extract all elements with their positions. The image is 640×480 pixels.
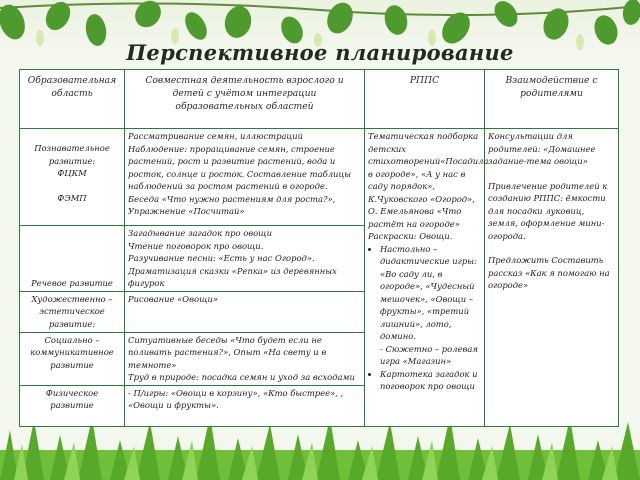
parents-consultation: Консультации для родителей: «Домашнее задание-тема овощи» — [488, 131, 596, 166]
area-cell-cognitive — [20, 129, 125, 226]
parents-cell — [485, 129, 619, 427]
rpps-list — [368, 243, 481, 393]
rpps-intro: Тематическая подборка детских стихотворений«Посадила в огороде», «А у нас в саду порядок», К.Чуковского «Огород», О. Емельянова «Что растёт на огороде» Раскраски: Овощи. — [368, 131, 489, 241]
parents-involvement: Привлечение родителей к созданию РППС: ёмкости для посадки луковиц, земля, оформление мини-огорода. — [488, 180, 608, 241]
header-activity: Совместная деятельность взрослого и детей с учётом интеграции образовательных областей — [125, 70, 365, 129]
area-cell-social: Социально – коммуникативное развитие — [20, 332, 125, 385]
rpps-cell — [365, 129, 489, 427]
table-header-row — [20, 70, 619, 129]
table-row-cognitive — [20, 129, 619, 226]
area-sub-fckm: ФЦКМ — [57, 168, 87, 178]
activity-cell-speech: Загадывание загадок про овощи Чтение поговорок про овощи. Разучивание песни: «Есть у нас Огород». Драматизация сказки «Репка» из деревянных фигурок — [125, 226, 365, 292]
area-sub-femp: ФЭМП — [57, 192, 87, 203]
header-rpps: РППС — [365, 70, 485, 129]
activity-cell-physical: - П/игры: «Овощи в корзину», «Кто быстрее», , «Овощи и фрукты». — [125, 385, 365, 426]
activity-cell-social: Ситуативные беседы «Что будет если не поливать растения?», Опыт «На свету и в темноте» Труд в природе: посадка семян и уход за всходами — [125, 332, 365, 385]
parents-story: Предложить Составить рассказ «Как я помогаю на огороде» — [488, 255, 610, 290]
rpps-item: • Картотека загадок и поговорок про овощи — [380, 368, 481, 393]
area-title: Познавательное развитие: — [34, 143, 110, 166]
area-cell-speech: Речевое развитие — [20, 226, 125, 292]
header-area: Образовательная область — [20, 70, 125, 129]
rpps-item: • Настольно – дидактические игры: «Во саду ли, в огороде», «Чудесный мешочек», «Овощи – фрукты», «третий лишний», лото, домино. - Сюжетно – ролевая игра «Магазин» — [380, 243, 481, 368]
planning-table — [19, 69, 619, 427]
header-parents: Взаимодействие с родителями — [485, 70, 619, 129]
area-cell-physical: Физическое развитие — [20, 385, 125, 426]
area-cell-artistic: Художественно – эстетическое развитие: — [20, 291, 125, 332]
activity-cell-artistic: Рисование «Овощи» — [125, 291, 365, 332]
page-title: Перспективное планирование — [126, 40, 514, 65]
activity-cell-cognitive: Рассматривание семян, иллюстраций Наблюдение: проращивание семян, строение растений, рост и развитие растений, вода и росток, солнце и росток. Составление таблицы наблюдений за ростом растений в огороде. Беседа «Что нужно растениям для роста?», Упражнение «Посчитай» — [125, 129, 365, 226]
